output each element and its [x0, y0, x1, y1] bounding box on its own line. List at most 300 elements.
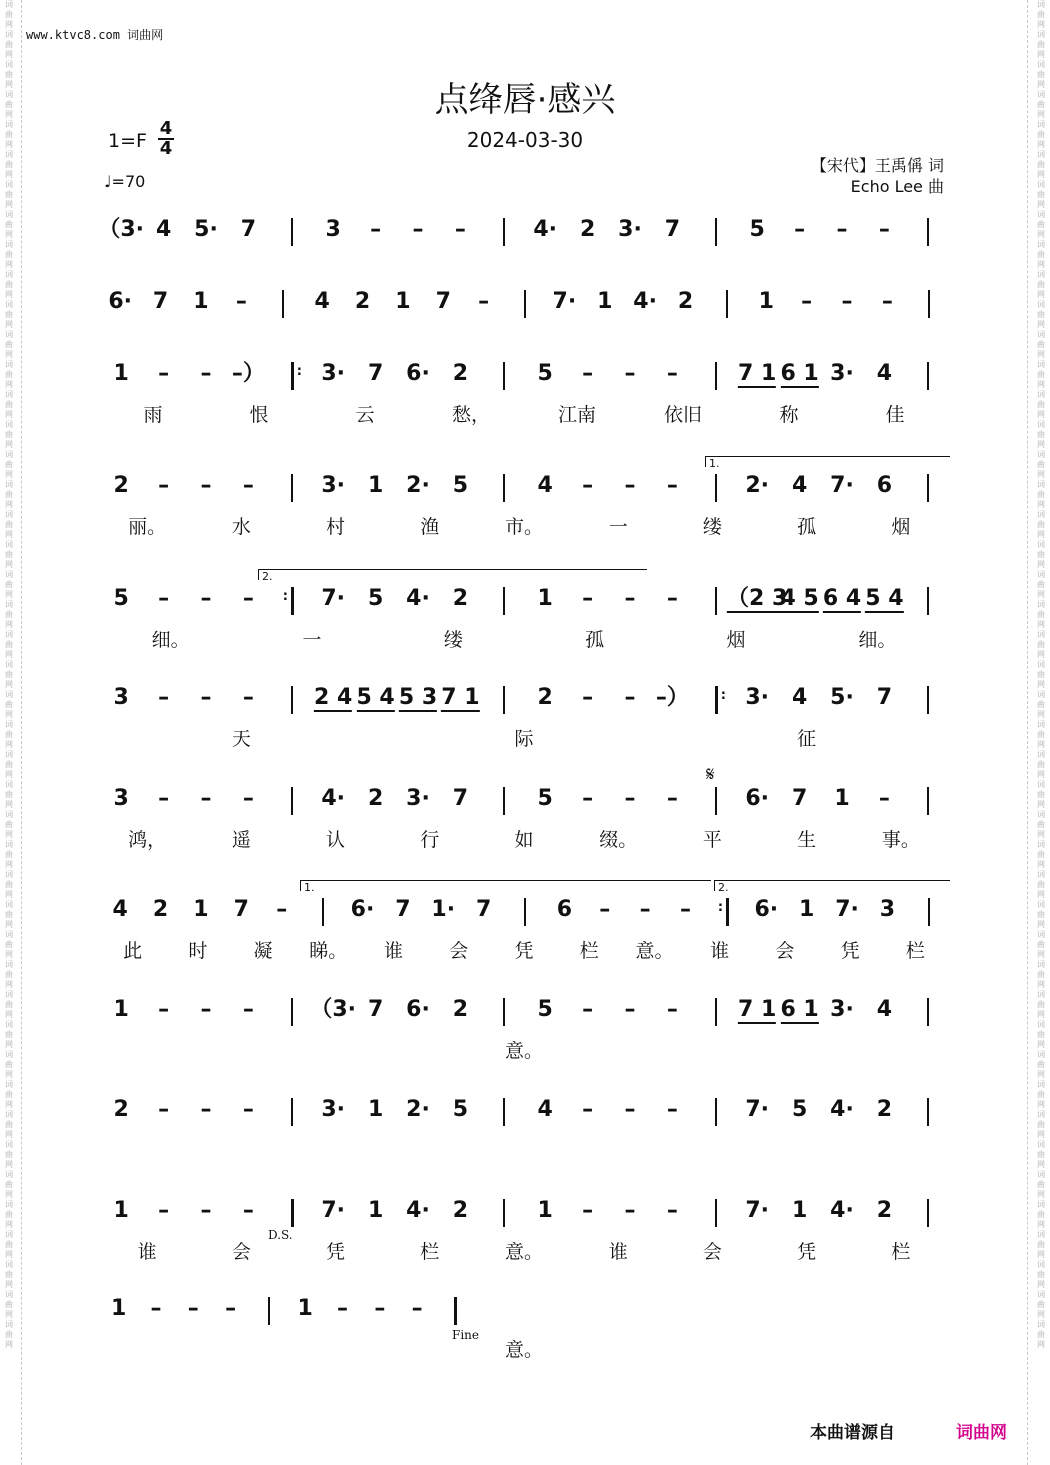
note: –: [582, 997, 594, 1022]
barline: [291, 362, 294, 390]
note: （3·: [310, 997, 357, 1022]
note: –: [337, 1296, 349, 1321]
lyric: 烟: [726, 629, 746, 651]
note: 7: [435, 289, 451, 314]
note: –: [478, 289, 490, 314]
note: –: [794, 217, 806, 242]
volta-1-label-b: 1.: [304, 881, 315, 894]
note: –: [158, 1097, 170, 1122]
note: –: [624, 1097, 636, 1122]
lyric: 细。: [858, 629, 897, 651]
barline: [726, 898, 729, 926]
note: 5: [791, 1097, 808, 1122]
note: 2: [452, 586, 469, 611]
note: 7·: [552, 289, 577, 314]
barline: [291, 218, 293, 246]
barline: [715, 1098, 717, 1126]
note: –: [200, 473, 212, 498]
lyric: 意。: [504, 1241, 544, 1263]
note: 7: [395, 897, 411, 922]
right-dashed-line: [1027, 0, 1028, 1465]
note: –: [582, 473, 594, 498]
note: 5 4: [356, 685, 395, 710]
lyric: 一: [608, 516, 628, 538]
note: 2: [452, 997, 469, 1022]
score-system: [100, 686, 950, 776]
barline: [503, 1098, 505, 1126]
barline: [715, 686, 718, 714]
note: 6·: [745, 786, 770, 811]
note: 2·: [406, 1097, 430, 1122]
note: –: [582, 586, 594, 611]
score-system: [100, 998, 950, 1088]
lyric: 谁: [710, 940, 730, 962]
note: –: [370, 217, 382, 242]
barline: [454, 1297, 457, 1325]
note: 7: [367, 997, 384, 1022]
note: 1·: [431, 897, 456, 922]
barline: [322, 898, 324, 926]
lyric: 如: [514, 829, 534, 851]
barline: [503, 998, 505, 1026]
lyric: 细。: [151, 629, 190, 651]
note: 4: [314, 289, 330, 314]
note: 2: [452, 361, 469, 386]
note: –: [666, 1097, 678, 1122]
lyric: 雨: [143, 404, 163, 426]
footer-source: 本曲谱源自: [810, 1423, 895, 1443]
note: –: [235, 289, 247, 314]
note: 5 3: [398, 685, 438, 710]
volta-1-bracket-b: [300, 880, 711, 894]
note: –: [666, 997, 678, 1022]
score-system: [100, 898, 950, 988]
note: 6 4: [822, 586, 862, 611]
lyric: 认: [326, 829, 346, 851]
lyric: 渔: [420, 516, 440, 538]
note: –: [200, 361, 212, 386]
barline: [927, 787, 929, 815]
score-system: [100, 1098, 950, 1188]
note: 3: [113, 786, 129, 811]
note: –: [624, 786, 636, 811]
note: –: [200, 1097, 212, 1122]
note: –: [624, 473, 636, 498]
note: 7: [876, 685, 893, 710]
note: –: [878, 786, 890, 811]
note: 2·: [406, 473, 430, 498]
note: 1: [537, 586, 553, 611]
fine-mark: Fine: [452, 1328, 479, 1342]
note: –: [624, 586, 636, 611]
note: 5: [749, 217, 765, 242]
lyric: 孤: [585, 629, 605, 651]
note: 6·: [406, 361, 430, 386]
note: 6·: [406, 997, 430, 1022]
note: 4·: [406, 586, 430, 611]
barline: [503, 474, 505, 502]
side-watermark-right: 词曲网词曲网词曲网词曲网词曲网词曲网词曲网词曲网词曲网词曲网词曲网词曲网词曲网词曲网词曲网词曲网词曲网词曲网词曲网词曲网词曲网词曲网词曲网词曲网词曲网词曲网词曲网词曲网词曲网词曲网词曲网词曲网词曲网词曲网词曲网词曲网词曲网词曲网词曲网词曲网词曲网词曲网词曲网词曲网词曲网: [1037, 0, 1045, 1349]
note: 5: [113, 586, 129, 611]
note: –: [242, 473, 254, 498]
note: –: [412, 217, 424, 242]
lyric: 丽。: [128, 516, 167, 538]
barline: [715, 998, 717, 1026]
lyric: 凭: [797, 1241, 817, 1263]
note: –: [242, 685, 254, 710]
barline: [927, 474, 929, 502]
lyric: 村: [326, 516, 346, 538]
lyric: 谁: [608, 1241, 628, 1263]
lyric: 意。: [504, 1040, 544, 1062]
note: 6: [556, 897, 573, 922]
note: –: [582, 361, 594, 386]
barline: [927, 218, 929, 246]
segno-icon: 𝄋: [706, 762, 715, 786]
volta-2-label: 2.: [262, 570, 273, 583]
note: 4·: [830, 1097, 854, 1122]
note: 4: [537, 1097, 553, 1122]
barline: [291, 1199, 294, 1227]
lyric: 凭: [840, 940, 860, 962]
lyric: 栏: [579, 940, 599, 962]
note: –: [639, 897, 651, 922]
note: –: [801, 289, 813, 314]
lyric: 征: [797, 728, 817, 750]
note: 4: [791, 685, 808, 710]
note: –: [836, 217, 848, 242]
note: （3·: [98, 217, 145, 242]
note: 7: [475, 897, 492, 922]
left-dashed-line: [21, 0, 22, 1465]
volta-1-label: 1.: [709, 457, 720, 470]
note: 1: [834, 786, 850, 811]
note: 7: [791, 786, 808, 811]
note: –: [150, 1296, 162, 1321]
note: –: [158, 473, 170, 498]
lyric: 时: [188, 940, 208, 962]
note: –: [624, 997, 636, 1022]
barline: [291, 474, 293, 502]
lyric: 凭: [514, 940, 534, 962]
note: 1: [537, 1198, 553, 1223]
note: 2: [113, 473, 129, 498]
note: 4 5: [780, 586, 819, 611]
note: 2 4: [314, 685, 353, 710]
note: 5: [452, 473, 469, 498]
note: –: [158, 586, 170, 611]
note: 4·: [830, 1198, 854, 1223]
note: 3·: [830, 997, 854, 1022]
lyric: 一: [302, 629, 322, 651]
note: 7·: [830, 473, 854, 498]
note: 7·: [321, 1198, 346, 1223]
note: 2: [677, 289, 694, 314]
lyric: 生: [797, 829, 817, 851]
note: –: [200, 685, 212, 710]
lyric: 会: [449, 940, 469, 962]
note: 1: [113, 997, 129, 1022]
lyric: 称: [779, 404, 799, 426]
note: 6·: [350, 897, 375, 922]
barline: [715, 787, 717, 815]
note: –: [624, 1198, 636, 1223]
lyric: 平: [702, 829, 722, 851]
note: –: [582, 786, 594, 811]
quarter-note-icon: ♩: [104, 172, 112, 191]
composer-credit: Echo Lee 曲: [850, 177, 944, 196]
note: 4·: [321, 786, 346, 811]
lyric: 际: [514, 728, 534, 750]
lyric: 睇。: [309, 940, 348, 962]
repeat-dots: :: [720, 688, 726, 703]
barline: [282, 290, 284, 318]
note: 5: [537, 997, 553, 1022]
lyric: 缀。: [599, 829, 638, 851]
note: 7·: [321, 586, 346, 611]
side-watermark-left: 词曲网词曲网词曲网词曲网词曲网词曲网词曲网词曲网词曲网词曲网词曲网词曲网词曲网词曲网词曲网词曲网词曲网词曲网词曲网词曲网词曲网词曲网词曲网词曲网词曲网词曲网词曲网词曲网词曲网词曲网词曲网词曲网词曲网词曲网词曲网词曲网词曲网词曲网词曲网词曲网词曲网词曲网词曲网词曲网词曲网: [5, 0, 13, 1349]
barline: [927, 362, 929, 390]
note: –: [454, 217, 466, 242]
note: –: [200, 586, 212, 611]
note: 4·: [406, 1198, 430, 1223]
score-system: [100, 474, 950, 564]
note: 1: [758, 289, 774, 314]
lyric: 意。: [635, 940, 674, 962]
note: 4: [791, 473, 808, 498]
note: 1: [113, 1198, 129, 1223]
lyric: 市。: [504, 516, 544, 538]
barline: [291, 686, 293, 714]
barline: [503, 362, 505, 390]
note: 4: [112, 897, 128, 922]
note: 7·: [745, 1198, 770, 1223]
note: 2: [537, 685, 553, 710]
note: 7: [367, 361, 384, 386]
lyric: 缕: [702, 516, 722, 538]
note: 7: [664, 217, 681, 242]
barline: [715, 218, 717, 246]
note: –: [666, 1198, 678, 1223]
lyric: 会: [231, 1241, 251, 1263]
note: 5: [537, 361, 553, 386]
note: 1: [110, 1296, 127, 1321]
note: 2: [354, 289, 371, 314]
lyric: 遥: [231, 829, 251, 851]
barline: [503, 1199, 505, 1227]
barline: [927, 686, 929, 714]
note: –: [374, 1296, 386, 1321]
note: 4: [537, 473, 553, 498]
note: –: [582, 1097, 594, 1122]
note: 7: [152, 289, 169, 314]
barline: [927, 998, 929, 1026]
time-top: 4: [159, 118, 173, 139]
lyric: 烟: [891, 516, 911, 538]
note: 4: [876, 997, 893, 1022]
score-system: [100, 362, 950, 452]
note: 5 4: [865, 586, 904, 611]
site-url[interactable]: www.ktvc8.com 词曲网: [26, 28, 164, 42]
barline: [503, 587, 505, 615]
note: –: [624, 361, 636, 386]
lyric: 孤: [797, 516, 817, 538]
note: 3·: [618, 217, 642, 242]
note: 1: [367, 473, 384, 498]
barline: [291, 587, 294, 615]
note: 4: [876, 361, 893, 386]
lyric: 事。: [881, 829, 920, 851]
lyric: 鸿，: [128, 829, 167, 851]
note: –: [599, 897, 611, 922]
barline: [291, 998, 293, 1026]
note: 6·: [754, 897, 779, 922]
time-bottom: 4: [159, 138, 173, 159]
note: 4·: [633, 289, 657, 314]
note: 7: [240, 217, 257, 242]
note: 1: [193, 897, 209, 922]
note: 2: [876, 1198, 893, 1223]
footer-site-link[interactable]: 词曲网: [956, 1423, 1007, 1443]
lyric: 云: [355, 404, 375, 426]
note: –: [242, 1097, 254, 1122]
score-system: [100, 587, 950, 677]
note: 7 1: [441, 685, 480, 710]
note: 1: [193, 289, 209, 314]
note: –: [158, 1198, 170, 1223]
note: 5: [537, 786, 553, 811]
score-system: [100, 1199, 950, 1289]
note: 7·: [745, 1097, 770, 1122]
note: 1: [395, 289, 411, 314]
note: –: [242, 1198, 254, 1223]
barline: [291, 1098, 293, 1126]
note: 1: [297, 1296, 313, 1321]
note: –: [200, 997, 212, 1022]
note: 2: [367, 786, 384, 811]
lyric: 佳: [885, 404, 905, 426]
note: –: [225, 1296, 237, 1321]
barline: [726, 290, 728, 318]
note: 5: [367, 586, 384, 611]
note: –: [666, 361, 678, 386]
lyric: 江南: [557, 404, 597, 426]
barline: [928, 290, 930, 318]
note: –: [881, 289, 893, 314]
lyric: 恨: [249, 404, 269, 426]
note: –: [878, 217, 890, 242]
note: 7 1: [738, 997, 777, 1022]
note: 1: [113, 361, 129, 386]
volta-2-bracket-b: [714, 880, 950, 894]
lyric: 栏: [420, 1241, 440, 1263]
lyric: 水: [231, 516, 251, 538]
note: 1: [367, 1097, 384, 1122]
note: 5·: [194, 217, 218, 242]
note: –: [582, 685, 594, 710]
lyric: 依旧: [663, 404, 703, 426]
lyric: 愁，: [451, 404, 491, 426]
barline: [715, 587, 717, 615]
note: –: [242, 786, 254, 811]
note: 3·: [321, 1097, 346, 1122]
tempo-value: =70: [111, 172, 146, 191]
barline: [503, 218, 505, 246]
note: 7 1: [738, 361, 777, 386]
tempo-mark: [104, 172, 145, 191]
lyric: 凭: [326, 1241, 346, 1263]
lyric: 行: [420, 829, 440, 851]
lyricist-credit: 【宋代】王禹偁 词: [810, 156, 944, 175]
key-signature: 1=F: [108, 130, 147, 152]
barline: [927, 587, 929, 615]
note: 6·: [108, 289, 133, 314]
note: 1: [799, 897, 815, 922]
barline: [291, 787, 293, 815]
volta-1-bracket: [705, 456, 950, 470]
note: –）: [655, 685, 689, 710]
note: 3·: [830, 361, 854, 386]
note: –: [666, 786, 678, 811]
barline: [927, 1199, 929, 1227]
repeat-dots: :: [717, 900, 724, 915]
note: 3·: [321, 361, 346, 386]
lyric: 凝: [253, 940, 273, 962]
note: 1: [791, 1198, 808, 1223]
note: –: [276, 897, 288, 922]
barline: [524, 898, 526, 926]
note: –: [624, 685, 636, 710]
note: –: [242, 997, 254, 1022]
lyric: 此: [123, 940, 143, 962]
lyric: 会: [775, 940, 795, 962]
note: –: [411, 1296, 423, 1321]
note: –: [187, 1296, 199, 1321]
barline: [715, 474, 717, 502]
note: 6 1: [780, 361, 819, 386]
note: –: [582, 1198, 594, 1223]
note: 2·: [745, 473, 770, 498]
note: –: [242, 586, 254, 611]
note: 7·: [835, 897, 859, 922]
volta-2-label-b: 2.: [718, 881, 729, 894]
note: –: [158, 685, 170, 710]
barline: [715, 362, 717, 390]
lyric: 栏: [905, 940, 925, 962]
note: 2: [452, 1198, 469, 1223]
song-title: 点绛唇·感兴: [434, 80, 616, 120]
note: 3: [113, 685, 129, 710]
lyric: 谁: [384, 940, 404, 962]
barline: [503, 686, 505, 714]
note: 3·: [406, 786, 430, 811]
score-date: 2024-03-30: [466, 128, 584, 152]
note: 2: [579, 217, 596, 242]
barline: [928, 898, 930, 926]
note: –: [158, 997, 170, 1022]
note: –: [666, 586, 678, 611]
note: 6 1: [780, 997, 819, 1022]
time-signature: [158, 120, 174, 158]
repeat-dots: :: [282, 589, 288, 604]
note: （2 3: [727, 586, 788, 611]
lyric: 谁: [137, 1241, 157, 1263]
lyric: 会: [702, 1241, 722, 1263]
note: 6: [876, 473, 893, 498]
barline: [268, 1297, 270, 1325]
barline: [715, 1199, 717, 1227]
score-system: [100, 1297, 950, 1387]
